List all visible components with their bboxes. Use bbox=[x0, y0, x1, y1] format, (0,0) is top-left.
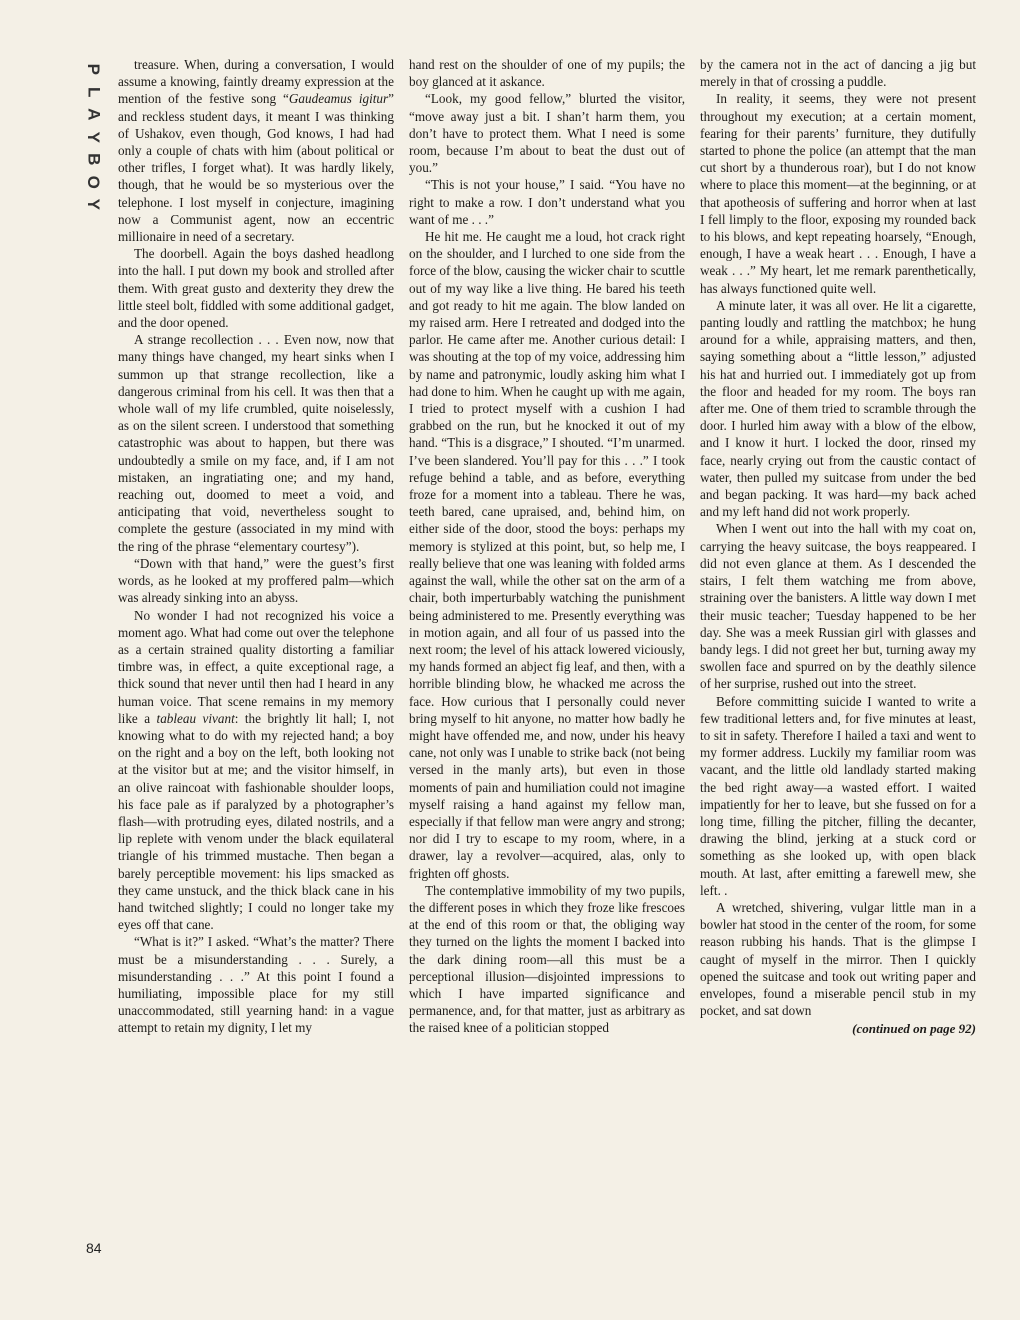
text-column-1 bbox=[118, 56, 394, 1278]
italic-phrase: Gaudeamus igitur bbox=[288, 91, 389, 107]
paragraph: The contemplative immobility of my two pupils, the different poses in which they froze like frescoes at the end of this room or that, the obliging way they turned on the lights the moment I backed into the dark dining room—all this must be a perceptional illusion—disjointed impressions to which I have imparted significance and permanence, and, for that matter, just as arbitrary as the raised knee of a politician stopped bbox=[409, 882, 685, 1036]
paragraph: treasure. When, during a conversation, I would assume a knowing, faintly dreamy expression at the mention of the festive song “Gaudeamus igitur” and reckless student days, it meant I was thinking of Ushakov, even though, God knows, I had had only a couple of chats with him (about political or other trifles, I forget what). It was hardly likely, though, that he would be so mysterious over the telephone. I lost myself in conjecture, imagining now a Communist agent, now an eccentric millionaire in need of a secretary. bbox=[118, 57, 394, 245]
page-number: 84 bbox=[86, 1240, 102, 1256]
paragraph: The doorbell. Again the boys dashed headlong into the hall. I put down my book and strolled after them. With great gusto and dexterity they drew the little steel bolt, fiddled with some additional gadget, and the door opened. bbox=[118, 246, 394, 331]
masthead-letter: P bbox=[84, 63, 104, 75]
italic-phrase: tableau vivant bbox=[156, 710, 235, 726]
paragraph: Before committing suicide I wanted to write a few traditional letters and, for five minutes at least, to sit in safety. Therefore I hailed a taxi and went to my former address. Luckily my familiar room was vacant, and the little old landlady started making the bed right away—a wasted effort. I waited impatiently for her to leave, but she fussed on for a long time, filling the pitcher, filling the decanter, drawing the blind, jerking at a stuck cord or something as she looked up, with open black mouth. At last, after emitting a farewell mew, she left. . bbox=[700, 693, 976, 898]
paragraph: When I went out into the hall with my coat on, carrying the heavy suitcase, the boys reappeared. I did not even glance at them. As I descended the stairs, I felt them watching me from above, straining over the banisters. A little way down I met their music teacher; Tuesday happened to be her day. She was a meek Russian girl with glasses and bandy legs. I did not greet her but, turning away my swollen face and spurred on by the deathly silence of her surprise, rushed out into the street. bbox=[700, 521, 976, 692]
masthead-letter: O bbox=[84, 175, 104, 189]
paragraph: No wonder I had not recognized his voice a moment ago. What had come out over the telephone as a certain strained quality distorting a familiar timbre was, in effect, a quite exceptional rage, a thick sound that never until then had I heard in any human voice. That scene remains in my memory like a tableau vivant: the brightly lit hall; I, not knowing what to do with my rejected hand; a boy on the right and a boy on the left, both looking not at the visitor but at me; and the visitor himself, in an olive raincoat with fashionable shoulder loops, his face pale as if paralyzed by a photographer’s flash—with protruding eyes, dilated nostrils, and a lip replete with venom under the black equilateral triangle of his trimmed mustache. Then began a barely perceptible movement: his lips smacked as they came unstuck, and the thick black cane in his hand twitched slightly; I could no longer take my eyes off that cane. bbox=[118, 607, 394, 933]
paragraph: hand rest on the shoulder of one of my pupils; the boy glanced at it askance. bbox=[409, 57, 685, 90]
paragraph: by the camera not in the act of dancing a jig but merely in that of crossing a puddle. bbox=[700, 57, 976, 90]
masthead-letter: Y bbox=[84, 131, 104, 143]
paragraph: “Look, my good fellow,” blurted the visitor, “move away just a bit. I shan’t harm them, you don’t have to protect them. What I need is some room, because I’m about to beat the dust out of you.” bbox=[409, 91, 685, 176]
text-column-3 bbox=[700, 56, 976, 1278]
masthead-letter: B bbox=[84, 153, 104, 166]
paragraph: A strange recollection . . . Even now, now that many things have changed, my heart sinks when I summon up that strange recollection, like a dangerous criminal from his cell. It was then that a whole wall of my life crumbled, quite noiselessly, as on the silent screen. I understood that something catastrophic was about to happen, but there was undoubtedly a smile on my face, and, if I am not mistaken, an ingratiating one; and my hand, reaching out, doomed to meet a void, and anticipating that void, nevertheless sought to complete the gesture (associated in my mind with the ring of the phrase “elementary courtesy”). bbox=[118, 332, 394, 554]
paragraph: He hit me. He caught me a loud, hot crack right on the shoulder, and I lurched to one side from the force of the blow, causing the wicker chair to scuttle out of my way like a live thing. He bared his teeth and got ready to hit me again. The blow landed on my raised arm. Here I retreated and dodged into the parlor. He came after me. Another curious detail: I was shouting at the top of my voice, addressing him by name and patronymic, loudly asking him what I had done to him. When he caught up with me again, I tried to protect myself with a cushion I had grabbed on the run, but he knocked it out of my hand. “This is a disgrace,” I shouted. “I’m unarmed. I’ve been slandered. You’ll pay for this . . .” I took refuge behind a table, and as before, everything froze for a moment into a tableau. There he was, teeth bared, cane upraised, and, behind him, on either side of the door, stood the boys: perhaps my memory is stylized at this point, but, so help me, I really believe that one was leaning with folded arms against the wall, while the other sat on the arm of a chair, both imperturbably watching the punishment being administered to me. Presently everything was in motion again, and all four of us passed into the next room; the level of his attack lowered viciously, my hands formed an abject fig leaf, and then, with a horrible blinding blow, he whacked me across the face. How curious that I personally could never bring myself to hit anyone, no matter how badly he might have offended me, and now, under his heavy cane, not only was I unable to strike back (not being versed in the manly arts), but even in those moments of pain and humiliation could not imagine myself raising a hand against my fellow man, especially if that fellow man were angry and strong; nor did I try to escape to my room, where, in a drawer, lay a revolver—acquired, alas, only to frighten off ghosts. bbox=[409, 229, 685, 881]
masthead-letter: Y bbox=[84, 198, 104, 210]
continued-notice: (continued on page 92) bbox=[852, 1021, 976, 1037]
paragraph: A wretched, shivering, vulgar little man in a bowler hat stood in the center of the room, for some reason rubbing his hands. That is the glimpse I caught of myself in the mirror. Then I quickly opened the suitcase and took out writing paper and envelopes, found a miserable pencil stub in my pocket, and sat down bbox=[700, 899, 976, 1019]
masthead bbox=[82, 58, 104, 216]
text-column-2 bbox=[409, 56, 685, 1278]
paragraph: A minute later, it was all over. He lit a cigarette, panting loudly and rattling the matchbox; he hung around for a while, appraising matters, and then, saying something about a “little lesson,” adjusted his hat and hurried out. I immediately got up from the floor and headed for my room. The boys ran after me. One of them tried to scramble through the door. I hurled him away with a blow of the elbow, and I know it hurt. I locked the door, rinsed my face, nearly crying out from the caustic contact of water, then pulled my suitcase from under the bed and began packing. It was hard—my back ached and my left hand did not work properly. bbox=[700, 297, 976, 520]
masthead-letter: L bbox=[84, 86, 104, 97]
masthead-letter: A bbox=[84, 108, 104, 121]
paragraph: “What is it?” I asked. “What’s the matter? There must be a misunderstanding . . . Surely, a misunderstanding . . .” At this point I found a humiliating, impossible place for my still unaccommodated, still yearning hand: in a vague attempt to retain my dignity, I let my bbox=[118, 934, 394, 1036]
article-body bbox=[118, 56, 976, 1278]
paragraph: In reality, it seems, they were not present throughout my execution; at a certain moment, fearing for their parents’ furniture, they dutifully started to phone the police (an attempt that the man cut short by a thunderous roar), but I do not know where to place this moment—at the beginning, or at that apotheosis of suffering and horror when at last I fell limply to the floor, exposing my rounded back to his blows, and kept repeating hoarsely, “Enough, enough, I have a weak heart . . . Enough, I have a weak . . .” My heart, let me remark parenthetically, has always functioned quite well. bbox=[700, 91, 976, 296]
paragraph: “This is not your house,” I said. “You have no right to make a row. I don’t understand what you want of me . . .” bbox=[409, 177, 685, 227]
paragraph: “Down with that hand,” were the guest’s first words, as he looked at my proffered palm—which was already sinking into an abyss. bbox=[118, 555, 394, 606]
